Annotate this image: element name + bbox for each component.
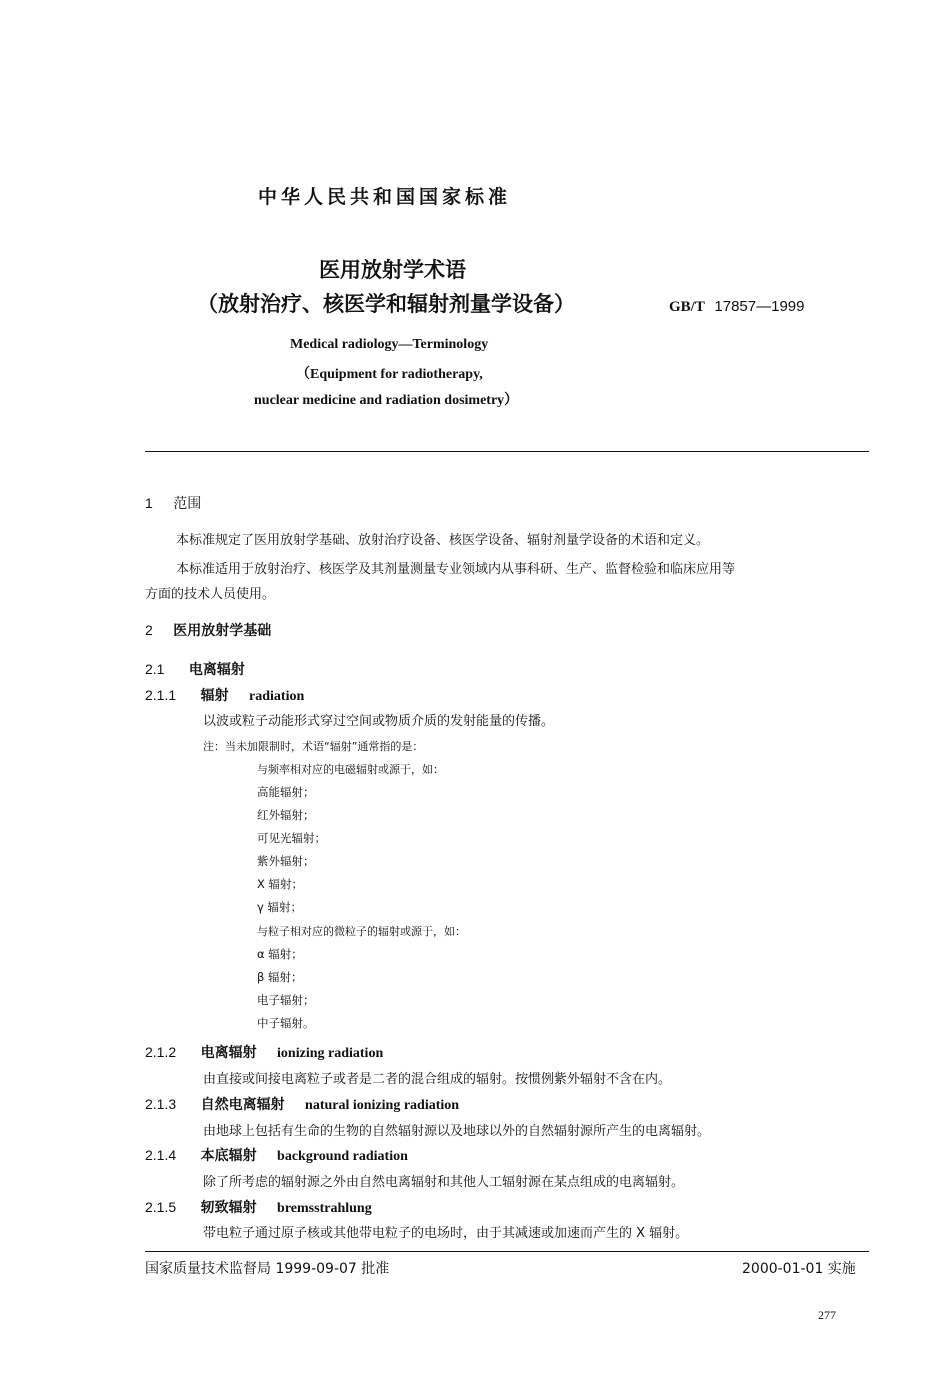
- title-cn: 医用放射学术语: [319, 258, 466, 282]
- title-en-line2: （Equipment for radiotherapy,: [296, 367, 483, 382]
- title-en-line1: Medical radiology—Terminology: [290, 337, 489, 352]
- section-1-paragraph-2-line1: 本标准适用于放射治疗、核医学及其剂量测量专业领域内从事科研、生产、监督检验和临床应用等: [176, 562, 736, 577]
- note-list-item: β 辐射；: [257, 970, 303, 984]
- section-number: 2: [145, 622, 153, 638]
- term-2-1-4-definition: 除了所考虑的辐射源之外由自然电离辐射和其他人工辐射源在某点组成的电离辐射。: [203, 1175, 685, 1190]
- note-list-item: 紫外辐射；: [257, 854, 315, 868]
- term-number: 2.1.1: [145, 687, 177, 703]
- note-group-electromagnetic: 与频率相对应的电磁辐射或源于，如：: [257, 763, 444, 776]
- standard-code: [669, 297, 805, 316]
- header-divider: [145, 451, 869, 452]
- term-number: 2.1.4: [145, 1147, 177, 1163]
- term-en: bremsstrahlung: [277, 1201, 372, 1216]
- note-list-item: α 辐射；: [257, 947, 303, 961]
- subsection-number: 2.1: [145, 661, 165, 677]
- term-number: 2.1.2: [145, 1044, 177, 1060]
- term-2-1-3: [145, 1094, 459, 1114]
- approval-line: 国家质量技术监督局 1999-09-07 批准: [145, 1261, 390, 1277]
- term-en: ionizing radiation: [277, 1046, 384, 1061]
- footer-divider: [145, 1251, 869, 1252]
- term-2-1-5: [145, 1197, 372, 1217]
- note-list-item: X 辐射；: [257, 877, 304, 891]
- implementation-line: 2000-01-01 实施: [742, 1261, 856, 1277]
- term-2-1-3-definition: 由地球上包括有生命的生物的自然辐射源以及地球以外的自然辐射源所产生的电离辐射。: [203, 1124, 711, 1139]
- section-1-heading: [145, 493, 201, 513]
- term-2-1-4: [145, 1145, 408, 1165]
- note-group-particles: 与粒子相对应的微粒子的辐射或源于，如：: [257, 925, 466, 938]
- term-cn: 轫致辐射: [200, 1200, 257, 1216]
- term-cn: 自然电离辐射: [200, 1097, 285, 1113]
- subsection-title: 电离辐射: [188, 662, 245, 678]
- section-title: 医用放射学基础: [173, 623, 272, 639]
- term-en: natural ionizing radiation: [305, 1098, 460, 1113]
- standard-number: 17857—1999: [714, 298, 805, 315]
- term-cn: 本底辐射: [200, 1148, 257, 1164]
- term-en: radiation: [249, 689, 305, 704]
- title-en-line3: nuclear medicine and radiation dosimetry）: [254, 393, 519, 408]
- page-number: 277: [818, 1308, 836, 1322]
- note-list-item: 中子辐射。: [257, 1016, 315, 1030]
- term-2-1-2: [145, 1042, 383, 1062]
- term-number: 2.1.5: [145, 1199, 177, 1215]
- section-1-paragraph-1: 本标准规定了医用放射学基础、放射治疗设备、核医学设备、辐射剂量学设备的术语和定义。: [176, 533, 710, 548]
- term-2-1-2-definition: 由直接或间接电离粒子或者是二者的混合组成的辐射。按惯例紫外辐射不含在内。: [203, 1072, 672, 1087]
- note-list-item: 高能辐射；: [257, 785, 315, 799]
- term-2-1-1-note: 注：当未加限制时，术语“辐射”通常指的是：: [203, 740, 424, 753]
- term-cn: 电离辐射: [200, 1045, 257, 1061]
- subsection-2-1-heading: [145, 659, 245, 679]
- national-standard-heading: 中华人民共和国国家标准: [258, 186, 512, 208]
- note-list-item: 红外辐射；: [257, 808, 315, 822]
- term-en: background radiation: [277, 1149, 408, 1164]
- section-2-heading: [145, 620, 271, 640]
- note-list-item: γ 辐射；: [257, 900, 302, 914]
- term-cn: 辐射: [200, 688, 229, 704]
- term-2-1-1-definition: 以波或粒子动能形式穿过空间或物质介质的发射能量的传播。: [203, 714, 555, 729]
- standard-prefix: GB/T: [669, 299, 705, 315]
- subtitle-cn: （放射治疗、核医学和辐射剂量学设备）: [197, 292, 575, 316]
- section-number: 1: [145, 495, 153, 511]
- note-list-item: 电子辐射；: [257, 993, 315, 1007]
- note-list-item: 可见光辐射；: [257, 831, 326, 845]
- term-number: 2.1.3: [145, 1096, 177, 1112]
- section-title: 范围: [173, 496, 202, 512]
- term-2-1-5-definition: 带电粒子通过原子核或其他带电粒子的电场时，由于其减速或加速而产生的 X 辐射。: [203, 1226, 689, 1241]
- section-1-paragraph-2-line2: 方面的技术人员使用。: [145, 587, 276, 602]
- term-2-1-1: [145, 685, 304, 705]
